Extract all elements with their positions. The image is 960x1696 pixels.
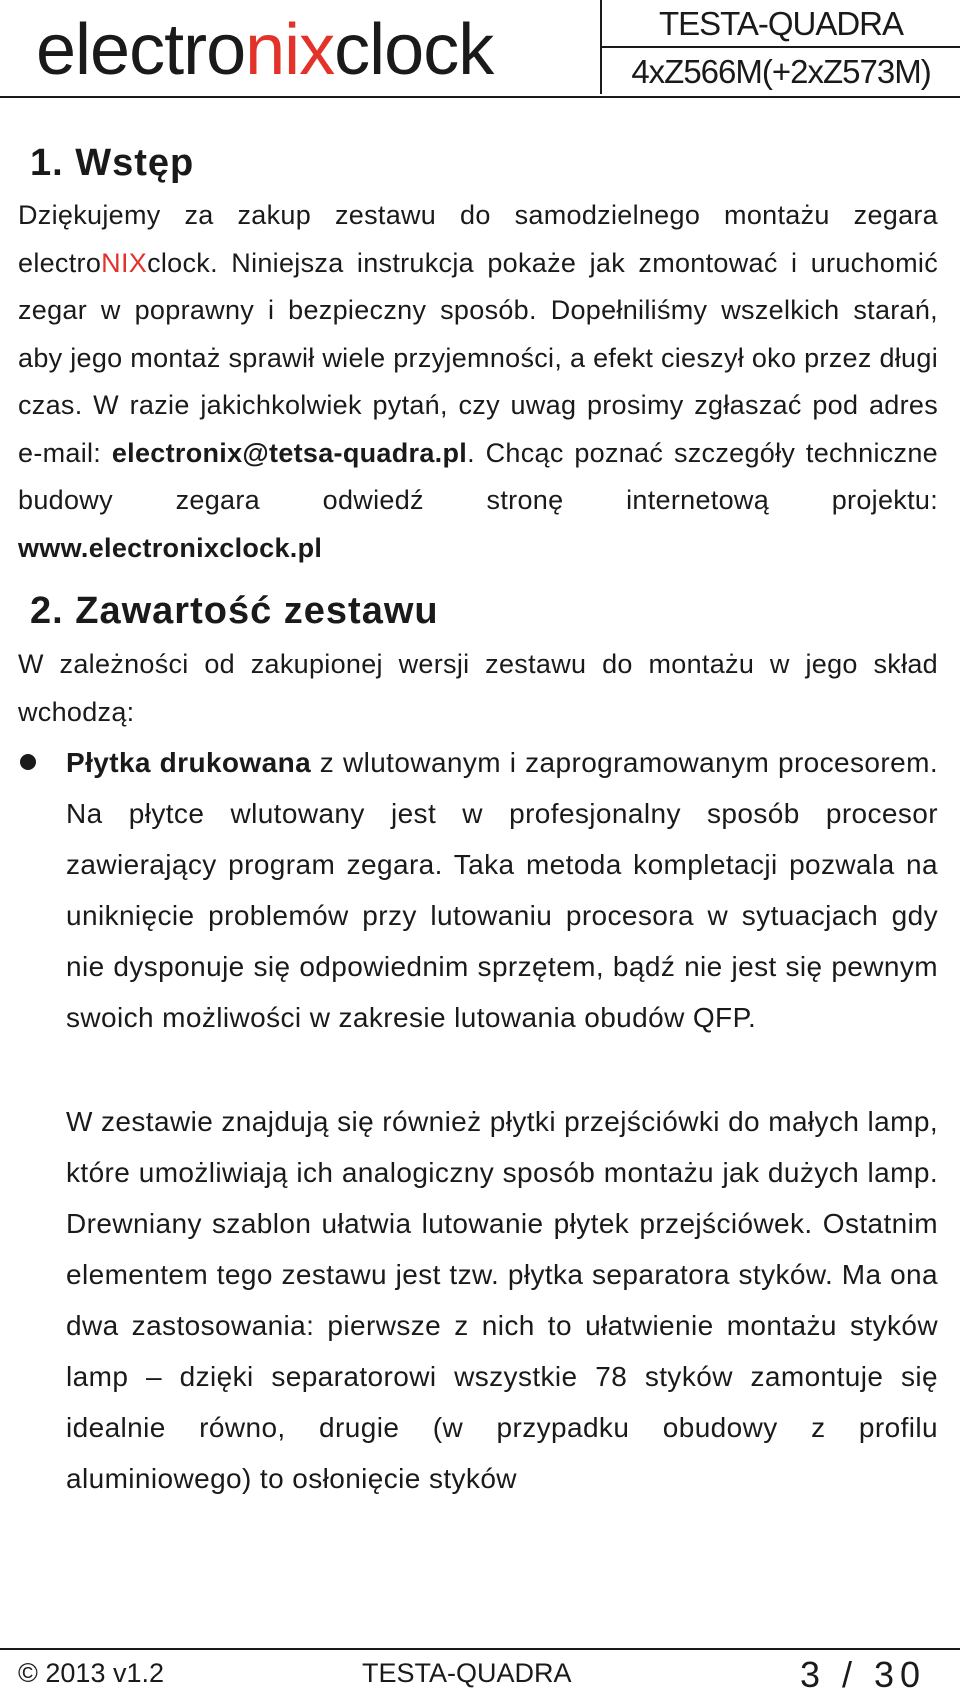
s1-text-nix: NIX [101, 247, 148, 278]
section2-heading: 2. Zawartość zestawu [30, 590, 439, 632]
email-link[interactable]: electronix@tetsa-quadra.pl [111, 437, 468, 468]
s1-text-c: . Chcąc poznać szczegóły techniczne budowy zegara odwiedź stronę internetową projektu: [18, 437, 938, 515]
list-item-pcb-continued [66, 1096, 938, 1504]
footer-copyright: © 2013 v1.2 [18, 1658, 164, 1688]
header-info-box [600, 0, 960, 94]
item1-bold: Płytka drukowana [66, 747, 312, 778]
page-footer [0, 1648, 960, 1693]
header-company: TESTA-QUADRA [602, 0, 960, 48]
item1-text2: W zestawie znajdują się również płytki przejściówki do małych lamp, które umożliwiają ich analogiczny sposób montażu jak dużych lamp. Drewniany szablon ułatwia lutowanie płytek przejściówek. Ostatnim elementem tego zestawu jest tzw. płytka separatora styków. Ma ona dwa zastosowania: pierwsze z nich to ułatwienie montażu styków lamp – dzięki separatorowi wszystkie 78 styków zamontuje się idealnie równo, drugie (w przypadku obudowy z profilu aluminiowego) to osłonięcie styków [66, 1106, 938, 1494]
logo-part3: clock [334, 10, 494, 90]
page-header [0, 0, 960, 98]
logo-part1: electro [36, 10, 246, 90]
footer-company: TESTA-QUADRA [362, 1658, 572, 1688]
s1-text-b: clock. Niniejsza instrukcja pokaże jak zmontować i uruchomić zegar w poprawny i bezpieczny sposób. Dopełniliśmy wszelkich starań, aby jego montaż sprawił wiele przyjemności, a efekt cieszył oko przez długi czas. W razie jakichkolwiek pytań, czy uwag prosimy zgłaszać pod adres e-mail: [18, 247, 938, 468]
bullet-dot [20, 754, 36, 770]
logo-part2: nix [245, 10, 335, 90]
page-number: 3 / 30 [800, 1654, 927, 1695]
list-item-pcb [66, 737, 938, 1043]
website-link[interactable]: www.electronixclock.pl [18, 532, 323, 563]
section2-intro: W zależności od zakupionej wersji zestawu do montażu w jego skład wchodzą: [18, 649, 938, 727]
brand-logo [36, 2, 493, 98]
s1-text-a: Dziękujemy za zakup zestawu do samodzielnego montażu zegara electro [18, 200, 938, 278]
header-model: 4xZ566M(+2xZ573M) [631, 53, 931, 90]
section1-heading: 1. Wstęp [30, 142, 195, 184]
item1-text1: z wlutowanym i zaprogramowanym procesorem. Na płytce wlutowany jest w profesjonalny sposób procesor zawierający program zegara. Taka metoda kompletacji pozwala na uniknięcie problemów przy lutowaniu procesora w sytuacjach gdy nie dysponuje się odpowiednim sprzętem, bądź nie jest się pewnym swoich możliwości w zakresie lutowania obudów QFP. [66, 747, 938, 1033]
section1-text [18, 192, 938, 572]
